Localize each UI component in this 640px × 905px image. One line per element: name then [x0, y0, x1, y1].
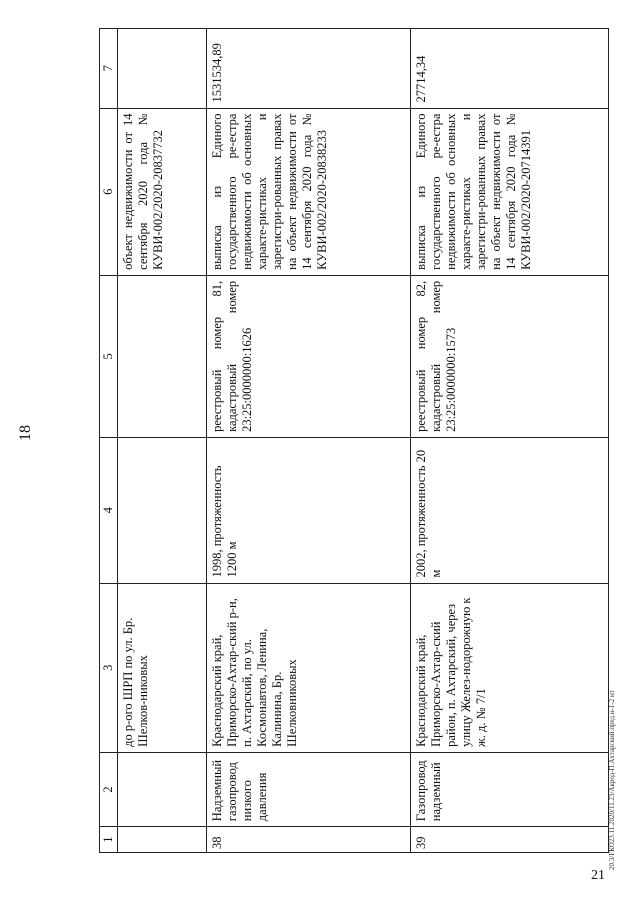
- registry-table-rotated: [99, 28, 605, 853]
- col-header-7: 7: [100, 29, 118, 109]
- object-value: 27714,34: [411, 29, 609, 109]
- header-row: [100, 29, 118, 853]
- object-name: Надземный газопровод низкого давления: [207, 752, 411, 826]
- col-header-6: 6: [100, 108, 118, 275]
- object-characteristics: 2002, протяженность 20 м: [411, 437, 609, 583]
- registry-number: реестровый номер 82, кадастровый номер 23:25:0000000:1573: [411, 275, 609, 437]
- table-row: [411, 29, 609, 853]
- object-characteristics: 1998, протяженность 1200 м: [207, 437, 411, 583]
- object-characteristics: [118, 437, 207, 583]
- col-header-5: 5: [100, 275, 118, 437]
- basis-document: объект недвижимости от 14 сентября 2020 года № КУВИ-002/2020-20837732: [118, 108, 207, 275]
- sheet-number: 21: [591, 868, 605, 883]
- object-name: [118, 752, 207, 826]
- registry-table: [99, 28, 609, 853]
- basis-document: выписка из Единого государственного ре-естра недвижимости об основных характе-ристиках и зарегистри-рованных правах на объект недвижимости от 14 сентября 2020 года № КУВИ-002/2020-20838233: [207, 108, 411, 275]
- col-header-1: 1: [100, 827, 118, 853]
- row-number: [118, 827, 207, 853]
- col-header-2: 2: [100, 752, 118, 826]
- registry-number: [118, 275, 207, 437]
- object-address: Краснодарский край, Приморско-Ахтар-ский район, п. Ахтарский, через улицу Желез-нодорожную к ж. д. № 7/1: [411, 583, 609, 752]
- object-name: Газопровод надземный: [411, 752, 609, 826]
- col-header-3: 3: [100, 583, 118, 752]
- col-header-4: 4: [100, 437, 118, 583]
- row-number: 39: [411, 827, 609, 853]
- table-row: [207, 29, 411, 853]
- row-number: 38: [207, 827, 411, 853]
- object-value: [118, 29, 207, 109]
- table-row: [118, 29, 207, 853]
- object-address: Краснодарский край, Приморско-Ахтар-ский р-н, п. Ахтарский, по ул. Космонавтов, Ленина, Калинина, Бр. Шелковниковых: [207, 583, 411, 752]
- object-address: до р-ого ШРП по ул. Бр. Шелков-никовых: [118, 583, 207, 752]
- registry-number: реестровый номер 81, кадастровый номер 23:25:0000000:1626: [207, 275, 411, 437]
- page-number: 18: [17, 425, 34, 441]
- object-value: 1531534,89: [207, 29, 411, 109]
- footer-code: 20.3/ГКО23.11.2020/11.23/Акрод-П.Ахтарский.пред.н-1-2 нт: [608, 690, 616, 870]
- basis-document: выписка из Единого государственного ре-естра недвижимости об основных характе-ристиках и зарегистри-рованных правах на объект недвижимости от 14 сентября 2020 года № КУВИ-002/2020-20714391: [411, 108, 609, 275]
